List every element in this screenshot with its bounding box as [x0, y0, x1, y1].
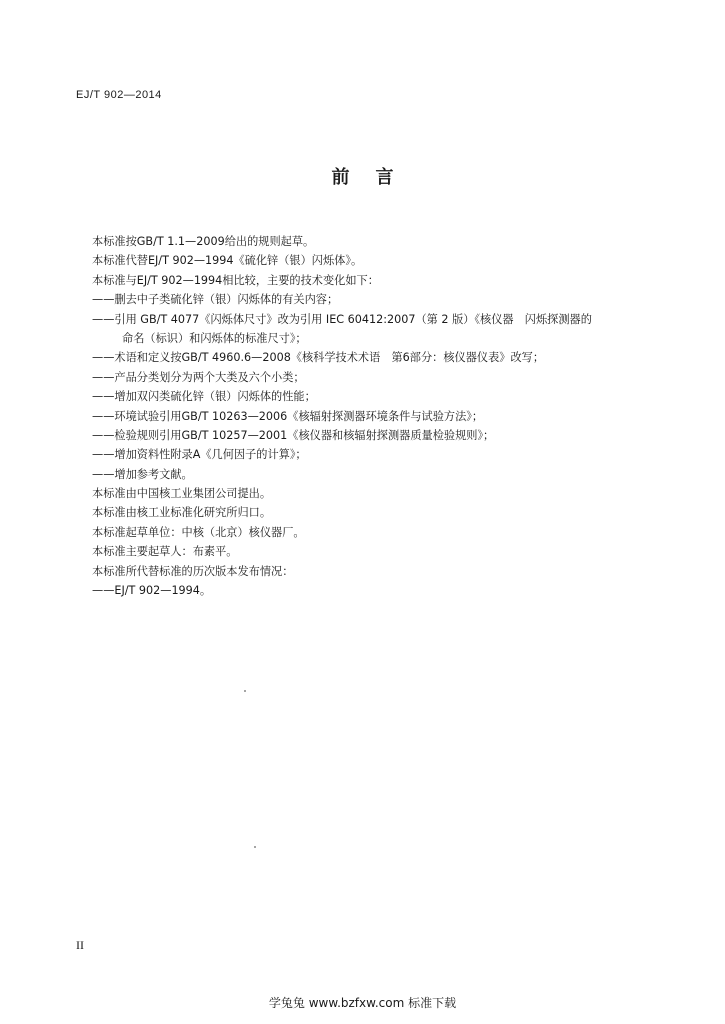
foreword-line: 本标准代替EJ/T 902—1994《硫化锌（银）闪烁体》。	[92, 254, 363, 268]
change-item-continuation: 命名（标识）和闪烁体的标准尺寸》；	[122, 331, 307, 345]
foreword-body	[92, 232, 652, 600]
change-item: ——产品分类划分为两个大类及六个小类；	[92, 370, 305, 384]
scan-speck	[254, 846, 256, 848]
page-number: II	[76, 938, 84, 952]
foreword-line: 本标准所代替标准的历次版本发布情况：	[92, 564, 294, 578]
change-item: ——删去中子类硫化锌（银）闪烁体的有关内容；	[92, 293, 339, 307]
foreword-line: 本标准起草单位：中核（北京）核仪器厂。	[92, 525, 305, 539]
scan-speck	[244, 690, 246, 692]
foreword-line: 本标准按GB/T 1.1—2009给出的规则起草。	[92, 235, 315, 248]
change-item: ——增加资料性附录A《几何因子的计算》；	[92, 448, 307, 462]
change-item: ——环境试验引用GB/T 10263—2006《核辐射探测器环境条件与试验方法》；	[92, 409, 484, 423]
change-item: ——检验规则引用GB/T 10257—2001《核仪器和核辐射探测器质量检验规则》；	[92, 428, 495, 442]
foreword-line: 本标准由核工业标准化研究所归口。	[92, 506, 272, 520]
foreword-line: 本标准由中国核工业集团公司提出。	[92, 487, 272, 501]
change-item: ——增加参考文献。	[92, 467, 193, 481]
foreword-line: 本标准主要起草人：布素平。	[92, 545, 238, 559]
change-item: ——引用 GB/T 4077《闪烁体尺寸》改为引用 IEC 60412:2007（第 2 版）《核仪器 闪烁探测器的	[92, 312, 592, 326]
change-item: ——术语和定义按GB/T 4960.6—2008《核科学技术术语 第6部分：核仪器仪表》改写；	[92, 351, 545, 365]
change-item: ——增加双闪类硫化锌（银）闪烁体的性能；	[92, 390, 316, 404]
change-item: ——EJ/T 902—1994。	[92, 584, 212, 598]
standard-code-header: EJ/T 902—2014	[76, 89, 162, 101]
page-title: 前言	[331, 167, 420, 188]
foreword-line: 本标准与EJ/T 902—1994相比较，主要的技术变化如下：	[92, 273, 379, 287]
footer-watermark: 学兔兔 www.bzfxw.com 标准下载	[268, 996, 457, 1010]
